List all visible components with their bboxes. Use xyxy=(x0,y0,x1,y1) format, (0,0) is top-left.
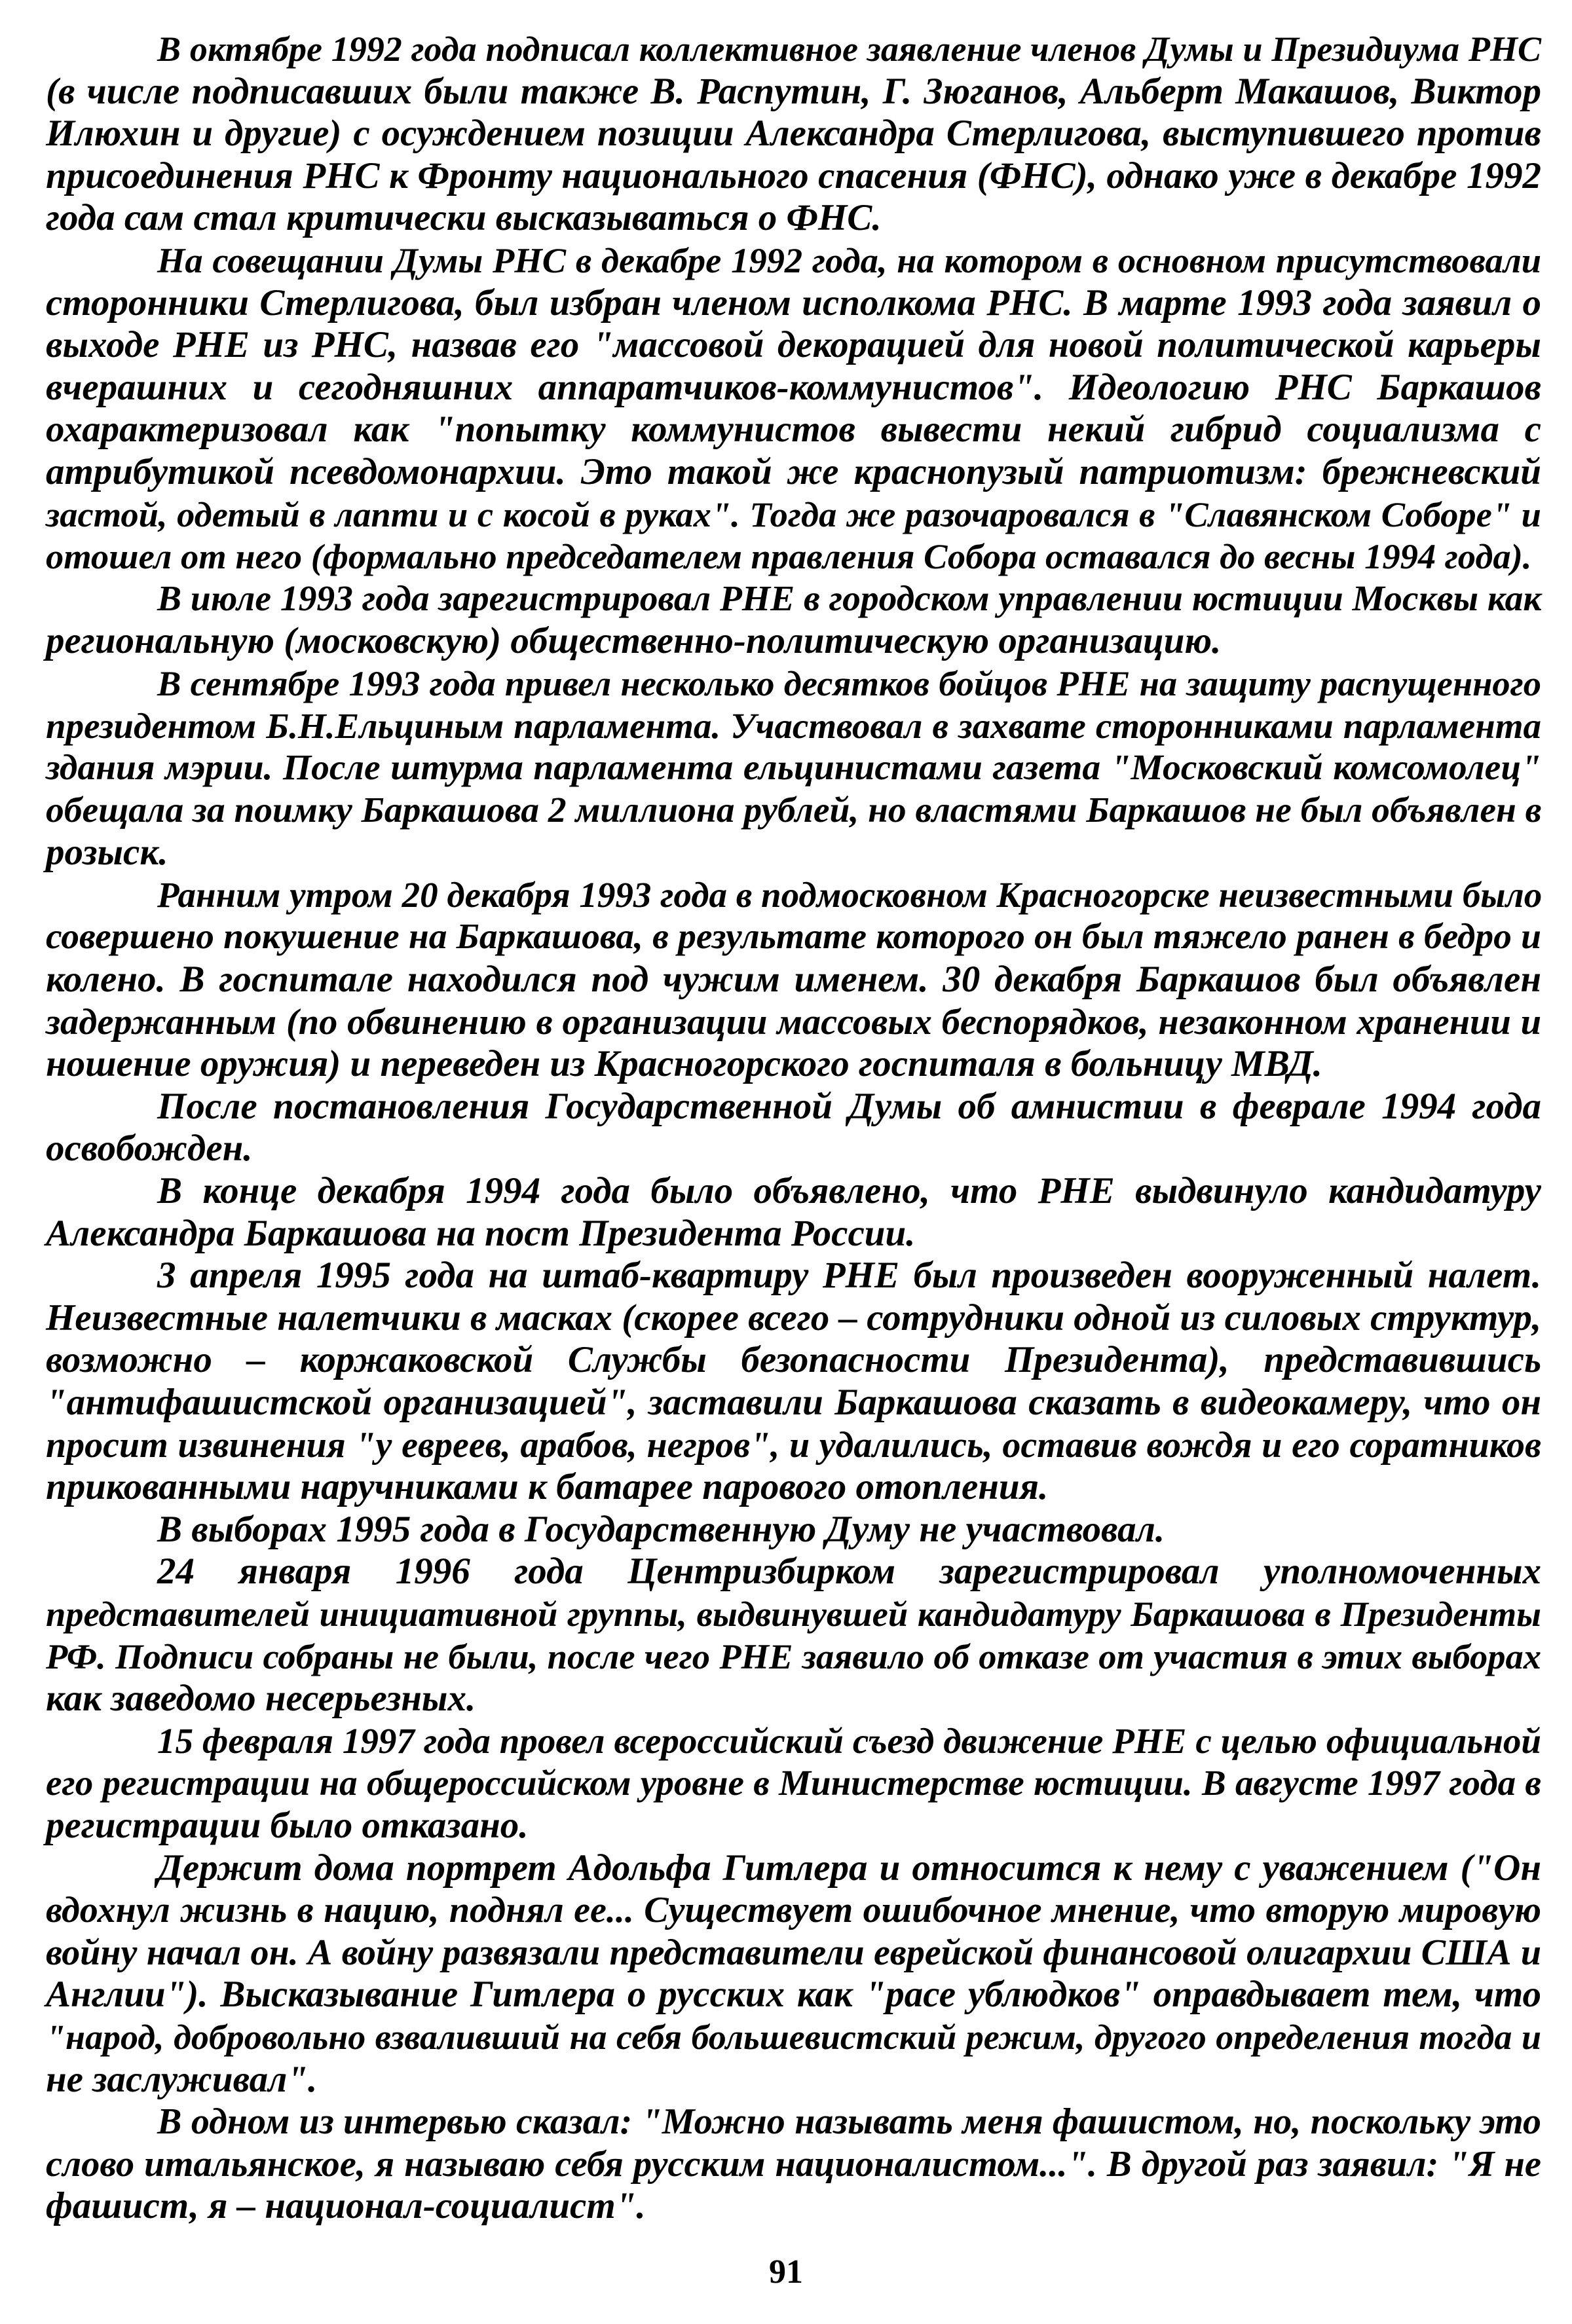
paragraph xyxy=(46,28,1541,240)
text-line: слово итальянское, я называю себя русским националистом...". В другой раз заявил: "Я не xyxy=(46,2143,1541,2185)
paragraph xyxy=(46,663,1541,874)
text-line: здания мэрии. После штурма парламента ельцинистами газета "Московский комсомолец" xyxy=(46,748,1541,788)
text-line: не заслуживал". xyxy=(46,2058,318,2100)
text-line: 3 апреля 1995 года на штаб-квартиру РНЕ был произведен вооруженный налет. xyxy=(157,1255,1541,1297)
text-line: просит извинения "у евреев, арабов, негров", и удалились, оставив вождя и его соратников xyxy=(46,1424,1541,1466)
paragraph xyxy=(46,1551,1541,1720)
text-line: вчерашних и сегодняшних аппаратчиков-коммунистов". Идеологию РНС Баркашов xyxy=(46,366,1541,408)
text-line: отошел от него (формально председателем правления Собора оставался до весны 1994 года). xyxy=(46,536,1532,577)
text-line: совершено покушение на Баркашова, в результате которого он был тяжело ранен в бедро и xyxy=(46,917,1541,957)
text-line: задержанным (по обвинению в организации массовых беспорядков, незаконном хранении и xyxy=(46,1001,1541,1042)
text-line: президентом Б.Н.Ельциным парламента. Участвовал в захвате сторонниками парламента xyxy=(46,705,1541,746)
text-line: Илюхин и другие) с осуждением позиции Александра Стерлигова, выступившего против xyxy=(46,113,1541,155)
text-line: На совещании Думы РНС в декабре 1992 года, на котором в основном присутствовали xyxy=(157,240,1541,280)
text-line: его регистрации на общероссийском уровне в Министерстве юстиции. В августе 1997 года в xyxy=(46,1763,1541,1803)
text-line: сторонники Стерлигова, был избран членом исполкома РНС. В марте 1993 года заявил о xyxy=(46,282,1541,323)
text-line: присоединения РНС к Фронту национального спасения (ФНС), однако уже в декабре 1992 xyxy=(46,155,1541,196)
text-line: обещала за поимку Баркашова 2 миллиона рублей, но властями Баркашов не был объявлен в xyxy=(46,790,1542,830)
text-line: В июле 1993 года зарегистрировал РНЕ в городском управлении юстиции Москвы как xyxy=(157,578,1542,619)
text-line: прикованными наручниками к батарее парового отопления. xyxy=(46,1466,1049,1508)
text-line: освобожден. xyxy=(46,1128,253,1170)
page-number: 91 xyxy=(769,2253,803,2291)
text-line: Неизвестные налетчики в масках (скорее всего – сотрудники одной из силовых структур, xyxy=(46,1297,1542,1338)
text-line: 24 января 1996 года Центризбирком зарегистрировал уполномоченных xyxy=(157,1551,1541,1593)
text-line: "народ, добровольно взваливший на себя большевистский режим, другого определения тогда и xyxy=(46,2017,1541,2057)
paragraph xyxy=(46,874,1541,1086)
text-line: фашист, я – национал-социалист". xyxy=(46,2185,646,2227)
text-line: розыск. xyxy=(46,832,168,874)
text-line: (в числе подписавших были также В. Распутин, Г. Зюганов, Альберт Макашов, Виктор xyxy=(46,70,1541,112)
text-line: "антифашистской организацией", заставили Баркашова сказать в видеокамеру, что он xyxy=(46,1382,1541,1423)
paragraph xyxy=(46,1086,1541,1170)
text-line: После постановления Государственной Думы об амнистии в феврале 1994 года xyxy=(157,1085,1541,1127)
text-line: 15 февраля 1997 года провел всероссийский съезд движение РНЕ с целью официальной xyxy=(157,1720,1541,1761)
text-line: Ранним утром 20 декабря 1993 года в подмосковном Красногорске неизвестными было xyxy=(157,874,1543,915)
paragraph xyxy=(46,1509,1541,1551)
text-line: В одном из интервью сказал: "Можно называть меня фашистом, но, поскольку это xyxy=(157,2101,1541,2143)
text-line: В конце декабря 1994 года было объявлено, что РНЕ выдвинуло кандидатуру xyxy=(157,1170,1541,1212)
text-line: РФ. Подписи собраны не были, после чего РНЕ заявило об отказе от участия в этих выборах xyxy=(46,1636,1541,1676)
text-line: как заведомо несерьезных. xyxy=(46,1678,476,1720)
text-line: Александра Баркашова на пост Президента России. xyxy=(46,1212,916,1254)
paragraph xyxy=(46,1255,1541,1509)
text-line: атрибутикой псевдомонархии. Это такой же краснопузый патриотизм: брежневский xyxy=(46,451,1541,492)
paragraph xyxy=(46,1847,1541,2101)
text-line: представителей инициативной группы, выдвинувшей кандидатуру Баркашова в Президенты xyxy=(46,1593,1541,1634)
text-line: В выборах 1995 года в Государственную Думу не участвовал. xyxy=(157,1508,1165,1550)
document-body xyxy=(46,28,1541,2228)
paragraph xyxy=(46,2101,1541,2228)
text-line: выходе РНЕ из РНС, назвав его "массовой декорацией для новой политической карьеры xyxy=(46,324,1541,366)
text-line: региональную (московскую) общественно-политическую организацию. xyxy=(46,620,1222,662)
text-line: года сам стал критически высказываться о ФНС. xyxy=(46,197,882,239)
text-line: ношение оружия) и переведен из Красногорского госпиталя в больницу МВД. xyxy=(46,1043,1322,1085)
text-line: застой, одетый в лапти и с косой в руках". Тогда же разочаровался в "Славянском Соборе" и xyxy=(46,494,1541,534)
paragraph xyxy=(46,578,1541,663)
text-line: В октябре 1992 года подписал коллективное заявление членов Думы и Президиума РНС xyxy=(157,29,1541,69)
text-line: регистрации было отказано. xyxy=(46,1804,529,1846)
text-line: войну начал он. А войну развязали представители еврейской финансовой олигархии США и xyxy=(46,1932,1541,1973)
text-line: Англии"). Высказывание Гитлера о русских как "расе ублюдков" оправдывает тем, что xyxy=(46,1974,1541,2016)
text-line: В сентябре 1993 года привел несколько десятков бойцов РНЕ на защиту распущенного xyxy=(157,663,1541,703)
text-line: охарактеризовал как "попытку коммунистов вывести некий гибрид социализма с xyxy=(46,409,1541,451)
text-line: возможно – коржаковской Службы безопасности Президента), представившись xyxy=(46,1339,1541,1381)
paragraph xyxy=(46,1170,1541,1255)
text-line: Держит дома портрет Адольфа Гитлера и относится к нему с уважением ("Он xyxy=(157,1847,1541,1889)
paragraph xyxy=(46,1720,1541,1847)
text-line: вдохнул жизнь в нацию, поднял ее... Существует ошибочное мнение, что вторую мировую xyxy=(46,1890,1541,1931)
text-line: колено. В госпитале находился под чужим именем. 30 декабря Баркашов был объявлен xyxy=(46,959,1541,1001)
paragraph xyxy=(46,240,1541,578)
